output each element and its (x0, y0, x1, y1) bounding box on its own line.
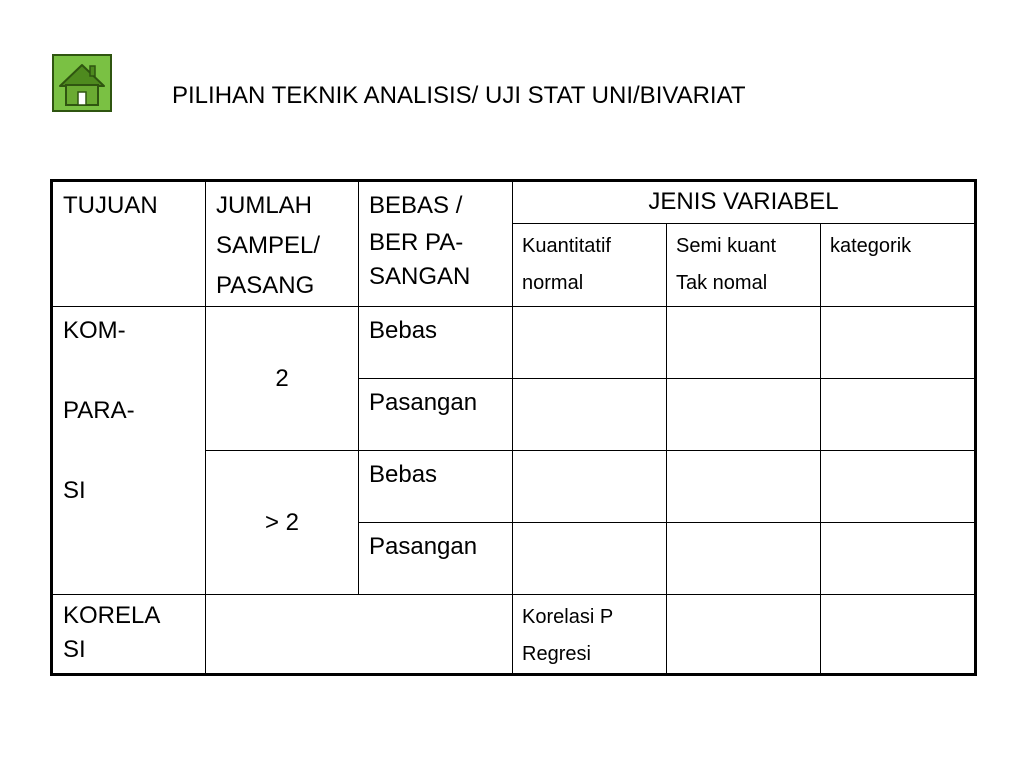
empty-cell (821, 451, 976, 523)
sample-type-cell (359, 523, 513, 595)
empty-cell (667, 523, 821, 595)
page-title: PILIHAN TEKNIK ANALISIS/ UJI STAT UNI/BIVARIAT (172, 82, 746, 109)
empty-cell (513, 523, 667, 595)
header-jenis-variabel-label: JENIS VARIABEL (648, 188, 839, 216)
empty-cell (667, 595, 821, 675)
jumlah-value: > 2 (264, 508, 300, 536)
row-label-korelasi (52, 595, 206, 675)
empty-cell (667, 379, 821, 451)
header-kategorik-label: kategorik (830, 234, 912, 257)
header-kuantitatif (513, 223, 667, 306)
jumlah-cell-2 (206, 307, 359, 451)
sample-type-cell (359, 379, 513, 451)
empty-cell (667, 307, 821, 379)
komparasi-label-line: KOM- (63, 317, 126, 344)
header-tujuan-label: TUJUAN (63, 192, 158, 219)
sample-type-label: Pasangan (369, 533, 478, 560)
jumlah-cell-gt2 (206, 451, 359, 595)
header-bebas (359, 181, 513, 307)
korelasi-label-line: KORELA (63, 602, 161, 629)
home-icon (54, 56, 110, 110)
komparasi-label-line: SI (63, 477, 86, 504)
row-label-komparasi (52, 307, 206, 595)
header-kategorik (821, 223, 976, 306)
header-kuantitatif-line: Kuantitatif (522, 234, 611, 257)
jumlah-value: 2 (275, 364, 289, 392)
sample-type-cell (359, 451, 513, 523)
komparasi-label-line: PARA- (63, 397, 135, 424)
header-semi-kuant-line: Tak nomal (676, 271, 768, 294)
empty-cell (513, 307, 667, 379)
sample-type-label: Pasangan (369, 389, 478, 416)
korelasi-method-line: Korelasi P (522, 606, 614, 628)
header-bebas-line: BEBAS / (369, 192, 463, 219)
empty-cell (667, 451, 821, 523)
header-semi-kuant-line: Semi kuant (676, 234, 777, 257)
empty-cell (821, 307, 976, 379)
empty-cell (513, 451, 667, 523)
sample-type-label: Bebas (369, 317, 438, 344)
header-bebas-line: SANGAN (369, 263, 471, 290)
korelasi-method-line: Regresi (522, 643, 591, 665)
korelasi-label-line: SI (63, 636, 86, 663)
sample-type-label: Bebas (369, 461, 438, 488)
empty-cell (821, 379, 976, 451)
home-button[interactable] (52, 54, 112, 112)
header-jenis-variabel (513, 181, 976, 224)
header-jumlah-line: SAMPEL/ (216, 232, 321, 259)
empty-cell (513, 379, 667, 451)
header-jumlah (206, 181, 359, 307)
analysis-table (50, 179, 977, 676)
sample-type-cell (359, 307, 513, 379)
header-jumlah-line: PASANG (216, 272, 315, 299)
header-tujuan (52, 181, 206, 307)
empty-cell (821, 523, 976, 595)
empty-cell (206, 595, 513, 675)
header-semi-kuant (667, 223, 821, 306)
header-bebas-line: BER PA- (369, 229, 464, 256)
empty-cell (821, 595, 976, 675)
korelasi-kuantitatif-cell (513, 595, 667, 675)
header-kuantitatif-line: normal (522, 271, 584, 294)
header-jumlah-line: JUMLAH (216, 192, 313, 219)
